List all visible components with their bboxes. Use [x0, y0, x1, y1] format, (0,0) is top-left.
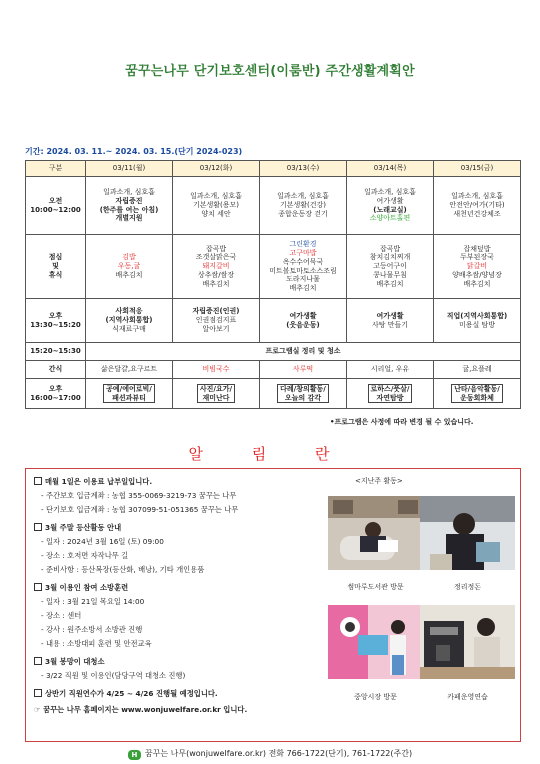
photo-tidying: [420, 496, 515, 570]
photo-caption: 정리정돈: [453, 583, 482, 591]
cell-snack-fri: 귤,요플레: [434, 361, 521, 379]
cell-cleanup: 프로그램실 정리 및 청소: [86, 343, 521, 361]
cell-snack-wed: 사루떡: [260, 361, 347, 379]
photo-caption: 카페운영연습: [447, 693, 488, 701]
notice-detail: - 장소 : 센터: [41, 611, 82, 620]
cell-snack-tue: 비빔국수: [173, 361, 260, 379]
footer-text: 꿈꾸는 나무(wonjuwelfare.or.kr) 전화 766-1722(단기), 761-1722(주간): [144, 749, 413, 758]
cell-snack-mon: 삶은달걀,요구르트: [86, 361, 173, 379]
row-label-morning: 오전 10:00~12:00: [26, 177, 86, 235]
footer: [0, 748, 540, 760]
photos-caption: <지난주 활동>: [355, 477, 403, 485]
cell-morning-fri: 일과소개, 심호흡 안전안/여가(기타) 새천년건강체조: [434, 177, 521, 235]
cell-afternoon-mon: 사회적응 (지역사회통합) 식재료구매: [86, 299, 173, 343]
change-note: •프로그램은 사정에 따라 변경 될 수 있습니다.: [330, 418, 474, 426]
cell-evening-mon: 공예/에어로빅/ 패션과뷰티: [86, 379, 173, 409]
homepage-link[interactable]: ☞ 꿈꾸는 나무 홈페이지는 www.wonjuwelfare.or.kr 입니다.: [34, 705, 248, 714]
photo-caption: 썸마루도서관 방문: [347, 583, 404, 591]
period-text: 기간: 2024. 03. 11.~ 2024. 03. 15.(단기 2024-023): [25, 147, 243, 156]
cell-evening-fri: 난타/음악활동/ 운동회화체: [434, 379, 521, 409]
cell-lunch-tue: 잡곡밥 조갯살맑은국 돼지갈비 상추쌈/쌈장 배추김치: [173, 235, 260, 299]
notice-item: 상반기 직원연수가 4/25 ~ 4/26 진행될 예정입니다.: [34, 689, 218, 699]
notice-item: 매월 1일은 이용료 납부일입니다.: [34, 477, 152, 487]
notice-item: 3월 이용인 참여 소방훈련: [34, 583, 128, 593]
cell-afternoon-fri: 직업(지역사회통합) 미용실 탐방: [434, 299, 521, 343]
row-label-afternoon: 오후 13:30~15:20: [26, 299, 86, 343]
notice-detail: - 3/22 직원 및 이용인(담당구역 대청소 진행): [41, 671, 186, 680]
header-category: 구분: [26, 161, 86, 177]
cell-afternoon-thu: 여가생활 사탕 만들기: [347, 299, 434, 343]
notice-item: 3월 봉망이 대청소: [34, 657, 105, 667]
header-fri: 03/15(금): [434, 161, 521, 177]
cell-evening-thu: 로하스/풋살/ 자연탐방: [347, 379, 434, 409]
cell-afternoon-tue: 자립증진(인권) 인권점검지표 알아보기: [173, 299, 260, 343]
cell-snack-thu: 시리얼, 우유: [347, 361, 434, 379]
notice-detail: - 주간보호 입금계좌 : 농협 355-0069-3219-73 꿈꾸는 나무: [41, 491, 237, 500]
cell-lunch-fri: 잡채덮밥 두부된장국 닭갈비 양배추쌈/양념장 배추김치: [434, 235, 521, 299]
row-label-snack: 간식: [26, 361, 86, 379]
cell-evening-tue: 사진/요가/ 재미난다: [173, 379, 260, 409]
photo-market-visit: [328, 605, 423, 679]
header-wed: 03/13(수): [260, 161, 347, 177]
photo-caption: 중앙시장 방문: [354, 693, 397, 701]
schedule-table: [25, 160, 521, 409]
cell-morning-tue: 일과소개, 심호흡 기본생활(용모) 양치 세안: [173, 177, 260, 235]
cell-morning-wed: 일과소개, 심호흡 기본생활(건강) 종합운동장 걷기: [260, 177, 347, 235]
notice-detail: - 장소 : 호저면 자작나무 길: [41, 551, 129, 560]
row-label-evening: 오후 16:00~17:00: [26, 379, 86, 409]
cell-evening-wed: 다례/창의활동/ 오늘의 감각: [260, 379, 347, 409]
photo-library-visit: [328, 496, 423, 570]
notice-detail: - 강사 : 원주소방서 소방관 진행: [41, 625, 143, 634]
cell-morning-thu: 일과소개, 심호흡 여가생활 (노래교실) 소양아트홀편: [347, 177, 434, 235]
notice-detail: - 내용 : 소방대피 훈련 및 안전교육: [41, 639, 152, 648]
page-title: 꿈꾸는나무 단기보호센터(이룸반) 주간생활계획안: [125, 64, 415, 79]
cell-afternoon-wed: 여가생활 (웃음운동): [260, 299, 347, 343]
header-tue: 03/12(화): [173, 161, 260, 177]
cell-lunch-wed: 그린환경 고구마밥 옥수수어묵국 미트볼토마토소스조림 도라지나물 배추김치: [260, 235, 347, 299]
row-label-cleanup: 15:20~15:30: [26, 343, 86, 361]
photo-cafe-practice: [420, 605, 515, 679]
header-thu: 03/14(목): [347, 161, 434, 177]
notice-title: 알 림 란: [188, 445, 352, 463]
notice-item: 3월 주말 등산활동 안내: [34, 523, 121, 533]
notice-detail: - 단기보호 입금계좌 : 농협 307099-51-051365 꿈꾸는 나무: [41, 505, 239, 514]
logo-icon: H: [128, 750, 141, 760]
row-label-lunch: 점심 및 휴식: [26, 235, 86, 299]
header-mon: 03/11(월): [86, 161, 173, 177]
notice-detail: - 일자 : 2024년 3월 16일 (토) 09:00: [41, 537, 164, 546]
notice-detail: - 준비사항 : 등산복장(등산화, 배낭), 기타 개인용품: [41, 565, 205, 574]
cell-morning-mon: 일과소개, 심호흡 자립증진 (한주를 여는 아침) 개별지원: [86, 177, 173, 235]
notice-detail: - 일자 : 3월 21일 목요일 14:00: [41, 597, 145, 606]
cell-lunch-thu: 잡곡밥 참치김치찌개 고등어구이 콩나물무침 배추김치: [347, 235, 434, 299]
cell-lunch-mon: 김밥 우동,귤 배추김치: [86, 235, 173, 299]
